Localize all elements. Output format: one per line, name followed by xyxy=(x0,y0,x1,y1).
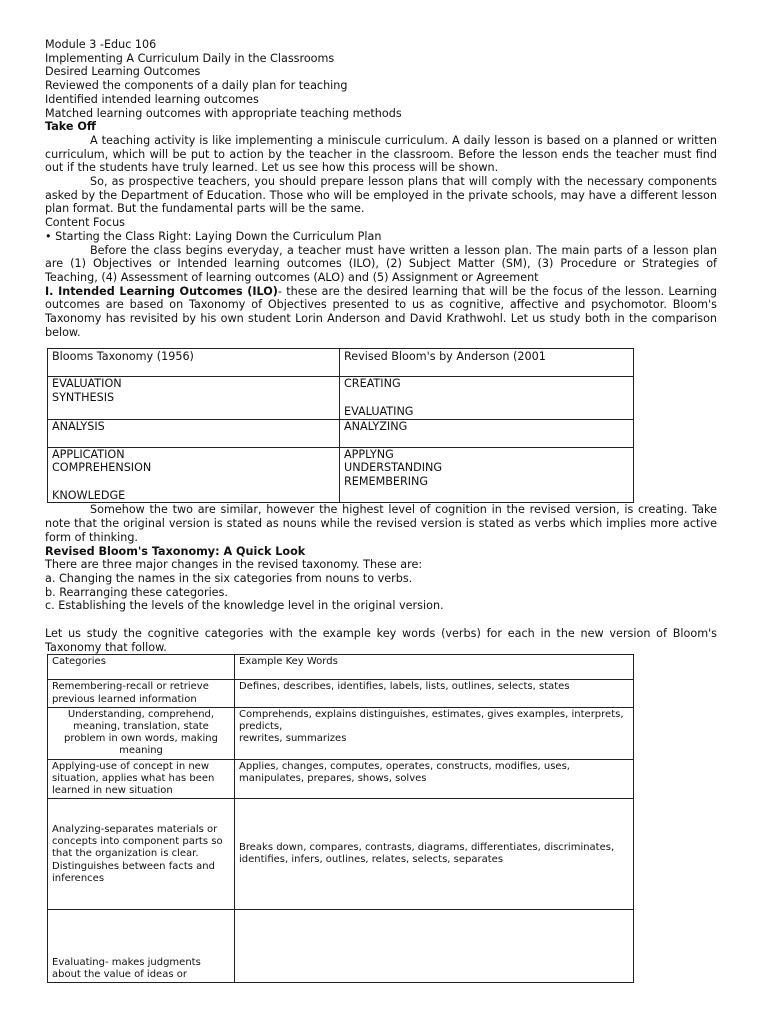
table-cell xyxy=(235,910,634,983)
outcome-item: Reviewed the components of a daily plan for teaching xyxy=(45,79,348,93)
ilo-heading: I. Intended Learning Outcomes (ILO) xyxy=(45,284,278,298)
changes-intro: There are three major changes in the revised taxonomy. These are: xyxy=(45,558,423,572)
table-row xyxy=(48,447,634,503)
table-cell: Applying-use of concept in new situation, applies what has been learned in new situation xyxy=(48,759,235,799)
outcome-item: Identified intended learning outcomes xyxy=(45,92,259,106)
table-header-cell: Revised Bloom's by Anderson (2001 xyxy=(340,349,634,377)
table-cell: ANALYZING xyxy=(340,419,634,447)
change-item: a. Changing the names in the six categories from nouns to verbs. xyxy=(45,571,413,585)
table-row xyxy=(48,680,634,707)
table-header-cell: Example Key Words xyxy=(235,655,634,680)
comparison-paragraph: Somehow the two are similar, however the highest level of cognition in the revised version, is creating. Take note that the original version is stated as nouns while the revised version is stated as verbs which implies more active form of thinking. xyxy=(45,503,717,544)
outcomes-heading: Desired Learning Outcomes xyxy=(45,65,201,79)
table-cell: APPLICATION COMPREHENSION KNOWLEDGE xyxy=(48,447,340,503)
quick-look-heading: Revised Bloom's Taxonomy: A Quick Look xyxy=(45,544,306,558)
ilo-paragraph xyxy=(45,285,717,340)
table-cell: EVALUATION SYNTHESIS xyxy=(48,377,340,419)
table-row xyxy=(48,759,634,799)
take-off-paragraph-2: So, as prospective teachers, you should prepare lesson plans that will comply with the necessary components asked by the Department of Education. Those who will be employed in the private schools, may have a different lesson plan format. But the fundamental parts will be the same. xyxy=(45,175,717,216)
table-cell: Breaks down, compares, contrasts, diagrams, differentiates, discriminates, identifies, infers, outlines, relates, selects, separates xyxy=(235,799,634,910)
change-item: c. Establishing the levels of the knowledge level in the original version. xyxy=(45,599,444,613)
document-page xyxy=(45,38,717,983)
content-focus-bullet: • Starting the Class Right: Laying Down the Curriculum Plan xyxy=(45,229,382,243)
lesson-title: Implementing A Curriculum Daily in the Classrooms xyxy=(45,51,335,65)
table-header-cell: Categories xyxy=(48,655,235,680)
table-cell: APPLYNG UNDERSTANDING REMEMBERING xyxy=(340,447,634,503)
take-off-heading: Take Off xyxy=(45,120,96,134)
table-cell: ANALYSIS xyxy=(48,419,340,447)
change-item: b. Rearranging these categories. xyxy=(45,585,228,599)
table-cell: Applies, changes, computes, operates, constructs, modifies, uses, manipulates, prepares, shows, solves xyxy=(235,759,634,799)
table-cell: Defines, describes, identifies, labels, lists, outlines, selects, states xyxy=(235,680,634,707)
table-cell: Remembering-recall or retrieve previous learned information xyxy=(48,680,235,707)
table-header-cell: Blooms Taxonomy (1956) xyxy=(48,349,340,377)
table-header-row xyxy=(48,655,634,680)
table-cell: CREATING EVALUATING xyxy=(340,377,634,419)
table-cell: Evaluating- makes judgments about the value of ideas or xyxy=(48,910,235,983)
header-block xyxy=(45,38,717,120)
study-line: Let us study the cognitive categories with the example key words (verbs) for each in the new version of Bloom's Taxonomy that follow. xyxy=(45,627,717,654)
table-header-row xyxy=(48,349,634,377)
take-off-paragraph-1: A teaching activity is like implementing a miniscule curriculum. A daily lesson is based on a planned or written curriculum, which will be put to action by the teacher in the classroom. Before the lesson ends the teacher must find out if the students have truly learned. Let us see how this process will be shown. xyxy=(45,133,717,175)
table-row xyxy=(48,910,634,983)
table-cell: Understanding, comprehend, meaning, translation, state problem in own words, making meaning xyxy=(48,707,235,759)
content-focus-heading: Content Focus xyxy=(45,216,126,230)
taxonomy-comparison-table xyxy=(47,348,634,503)
table-row xyxy=(48,799,634,910)
table-row xyxy=(48,419,634,447)
table-cell: Analyzing-separates materials or concepts into component parts so that the organization is clear. Distinguishes between facts and inferences xyxy=(48,799,235,910)
table-row xyxy=(48,707,634,759)
lesson-plan-paragraph: Before the class begins everyday, a teacher must have written a lesson plan. The main parts of a lesson plan are (1) Objectives or Intended learning outcomes (ILO), (2) Subject Matter (SM), (3) Procedure or Strategies of Teaching, (4) Assessment of learning outcomes (ALO) and (5) Assignment or Agreement xyxy=(45,243,717,284)
outcome-item: Matched learning outcomes with appropriate teaching methods xyxy=(45,106,402,120)
table-cell: Comprehends, explains distinguishes, estimates, gives examples, interprets, predicts, rewrites, summarizes xyxy=(235,707,634,759)
cognitive-categories-table xyxy=(47,654,634,983)
ilo-text: - these are the desired learning that will be the focus of the lesson. Learning outcomes are based on Taxonomy of Objectives presented to us as cognitive, affective and psychomotor. Bloom's Taxonomy has revisited by his own student Lorin Anderson and David Krathwohl. Let us study both in the comparison below. xyxy=(45,284,717,339)
module-title: Module 3 -Educ 106 xyxy=(45,38,157,51)
table-row xyxy=(48,377,634,419)
